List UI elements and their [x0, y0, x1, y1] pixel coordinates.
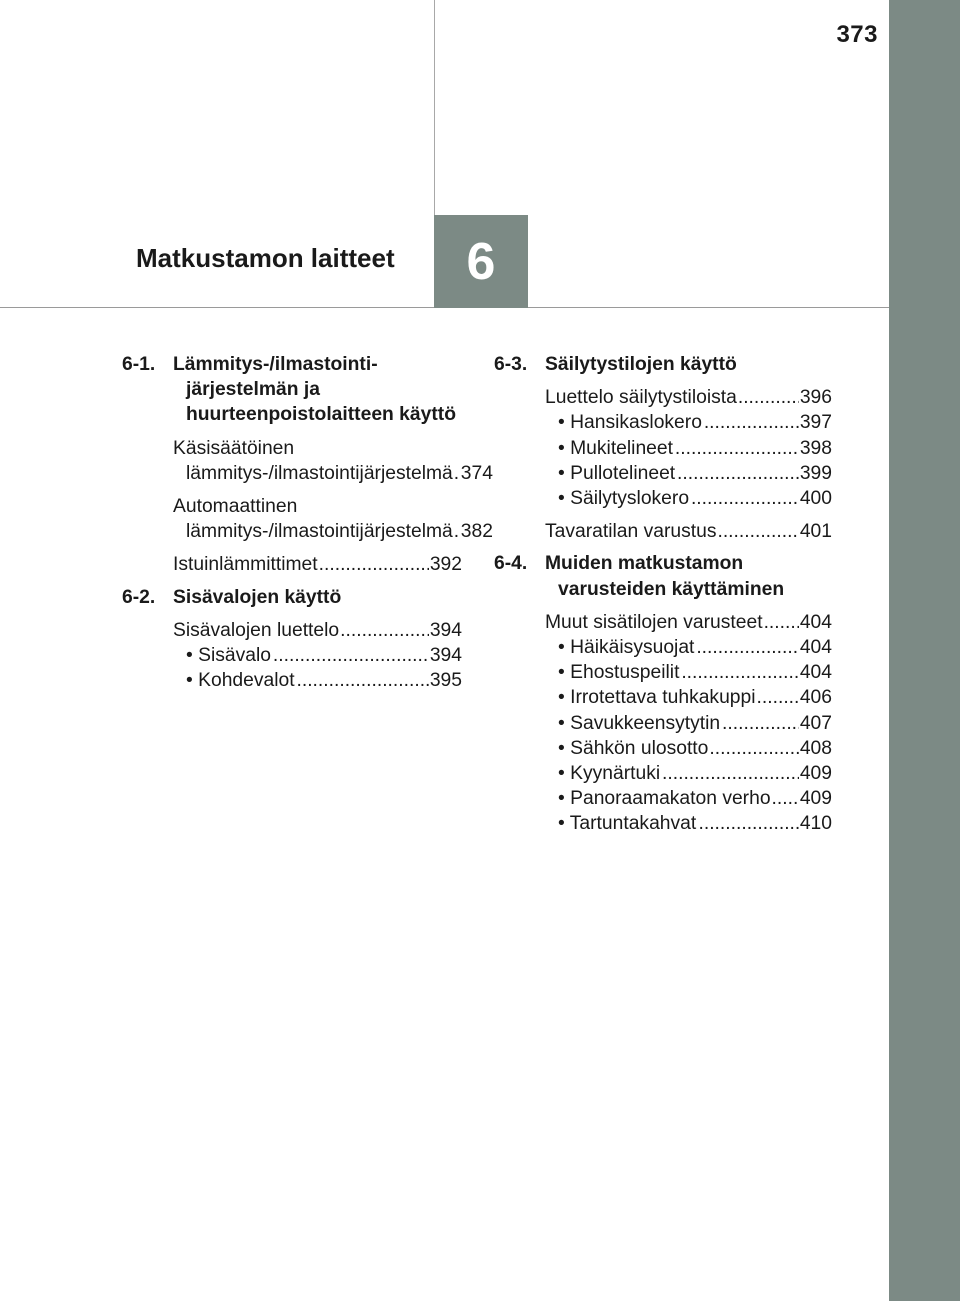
toc-subentry[interactable] — [494, 811, 832, 836]
toc-entry-text: Tavaratilan varustus — [545, 521, 717, 543]
toc-subentry[interactable] — [494, 461, 832, 486]
leader-dots — [675, 436, 799, 461]
toc-entry-text: • Mukitelineet — [558, 437, 673, 459]
toc-entry[interactable] — [122, 552, 462, 577]
leader-dots — [340, 618, 429, 643]
toc-subentry[interactable] — [122, 668, 462, 693]
toc-subentry[interactable] — [494, 786, 832, 811]
toc-subentry[interactable] — [494, 736, 832, 761]
leader-dots — [772, 786, 799, 811]
leader-dots — [319, 552, 429, 577]
toc-entry[interactable] — [494, 519, 832, 544]
toc-entry-text: Sisävalojen luettelo — [173, 619, 340, 641]
leader-dots — [662, 761, 799, 786]
toc-column-left — [122, 352, 493, 693]
toc-entry-page: 407 — [799, 712, 832, 734]
toc-entry-text: Käsisäätöinen lämmitys-/ilmastointijärjestelmä — [173, 437, 453, 484]
toc-entry[interactable] — [122, 618, 462, 643]
toc-entry-text: • Säilytyslokero — [558, 488, 690, 510]
section-number: 6-1. — [122, 354, 156, 375]
toc-entry-text: Muut sisätilojen varusteet — [545, 611, 763, 633]
toc-entry-page: 394 — [429, 619, 462, 641]
chapter-number-badge: 6 — [434, 215, 528, 308]
header-vertical-rule — [434, 0, 435, 215]
toc-subentry[interactable] — [494, 436, 832, 461]
toc-entry-page: 374 — [460, 462, 493, 484]
toc-entry-text: Automaattinen lämmitys-/ilmastointijärjestelmä — [173, 496, 453, 543]
toc-subentry[interactable] — [494, 635, 832, 660]
toc-entry-page: 404 — [799, 637, 832, 659]
toc-entry-page: 401 — [799, 521, 832, 543]
toc-subentry[interactable] — [494, 711, 832, 736]
leader-dots — [764, 610, 799, 635]
toc-entry-text: • Hansikaslokero — [558, 412, 702, 434]
toc-subentry[interactable] — [122, 643, 462, 668]
toc-section-6-2[interactable] — [122, 585, 462, 610]
toc-section-6-1[interactable] — [122, 352, 462, 428]
toc-entry[interactable] — [122, 494, 493, 544]
toc-entry-page: 410 — [799, 813, 832, 835]
toc-entry-text: Istuinlämmittimet — [173, 554, 318, 576]
toc-entry-page: 396 — [799, 387, 832, 409]
toc-entry-text: • Tartuntakahvat — [558, 813, 697, 835]
toc-entry-page: 395 — [429, 670, 462, 692]
leader-dots — [698, 811, 798, 836]
section-heading: Muiden matkustamon varusteiden käyttäminen — [545, 553, 785, 600]
leader-dots — [454, 461, 460, 486]
section-number: 6-3. — [494, 354, 528, 375]
toc-entry-page: 398 — [799, 437, 832, 459]
leader-dots — [757, 685, 799, 710]
toc-entry-page: 404 — [799, 611, 832, 633]
leader-dots — [709, 736, 798, 761]
section-number: 6-4. — [494, 553, 528, 575]
chapter-title: Matkustamon laitteet — [136, 243, 395, 273]
toc-entry-text: • Sähkön ulosotto — [558, 737, 709, 759]
toc-subentry[interactable] — [494, 660, 832, 685]
leader-dots — [296, 668, 428, 693]
leader-dots — [273, 643, 429, 668]
toc-subentry[interactable] — [494, 410, 832, 435]
section-heading: Lämmitys-/ilmastointi-järjestelmän ja huurteenpoistolaitteen käyttö — [173, 354, 456, 426]
toc-section-6-3[interactable] — [494, 352, 832, 377]
toc-entry-page: 382 — [460, 521, 493, 543]
toc-entry-text: • Kohdevalot — [186, 670, 295, 692]
toc-entry-text: • Irrotettava tuhkakuppi — [558, 687, 756, 709]
toc-section-6-4[interactable] — [494, 551, 832, 601]
toc-subentry[interactable] — [494, 685, 832, 710]
toc-entry-page: 400 — [799, 488, 832, 510]
section-heading: Sisävalojen käyttö — [173, 586, 342, 608]
toc-entry-text: • Savukkeensytytin — [558, 712, 721, 734]
leader-dots — [454, 519, 460, 544]
toc-entry-page: 404 — [799, 662, 832, 684]
toc-entry[interactable] — [494, 385, 832, 410]
toc-entry-text: • Häikäisysuojat — [558, 637, 695, 659]
toc-column-right — [494, 352, 832, 837]
leader-dots — [722, 711, 799, 736]
toc-entry-text: • Ehostuspeilit — [558, 662, 680, 684]
toc-entry-text: • Sisävalo — [186, 645, 271, 667]
toc-entry-page: 397 — [799, 412, 832, 434]
toc-entry-text: • Kyynärtuki — [558, 763, 661, 785]
leader-dots — [704, 410, 799, 435]
toc-entry-page: 409 — [799, 788, 832, 810]
toc-entry-text: • Panoraamakaton verho — [558, 788, 771, 810]
toc-entry-text: Luettelo säilytystiloista — [545, 387, 737, 409]
toc-subentry[interactable] — [494, 761, 832, 786]
toc-entry-page: 406 — [799, 687, 832, 709]
toc-entry-page: 394 — [429, 645, 462, 667]
toc-entry-page: 409 — [799, 763, 832, 785]
section-number: 6-2. — [122, 586, 156, 608]
leader-dots — [677, 461, 799, 486]
toc-entry-page: 399 — [799, 462, 832, 484]
toc-entry-text: • Pullotelineet — [558, 462, 676, 484]
page-number: 373 — [836, 21, 878, 48]
toc-entry[interactable] — [122, 436, 493, 486]
toc-entry[interactable] — [494, 610, 832, 635]
chapter-sidebar-tab — [889, 0, 960, 1301]
leader-dots — [696, 635, 799, 660]
leader-dots — [691, 486, 799, 511]
leader-dots — [738, 385, 799, 410]
leader-dots — [681, 660, 799, 685]
toc-subentry[interactable] — [494, 486, 832, 511]
toc-entry-page: 408 — [799, 737, 832, 759]
leader-dots — [717, 519, 798, 544]
toc-entry-page: 392 — [429, 554, 462, 576]
section-heading: Säilytystilojen käyttö — [545, 354, 737, 375]
